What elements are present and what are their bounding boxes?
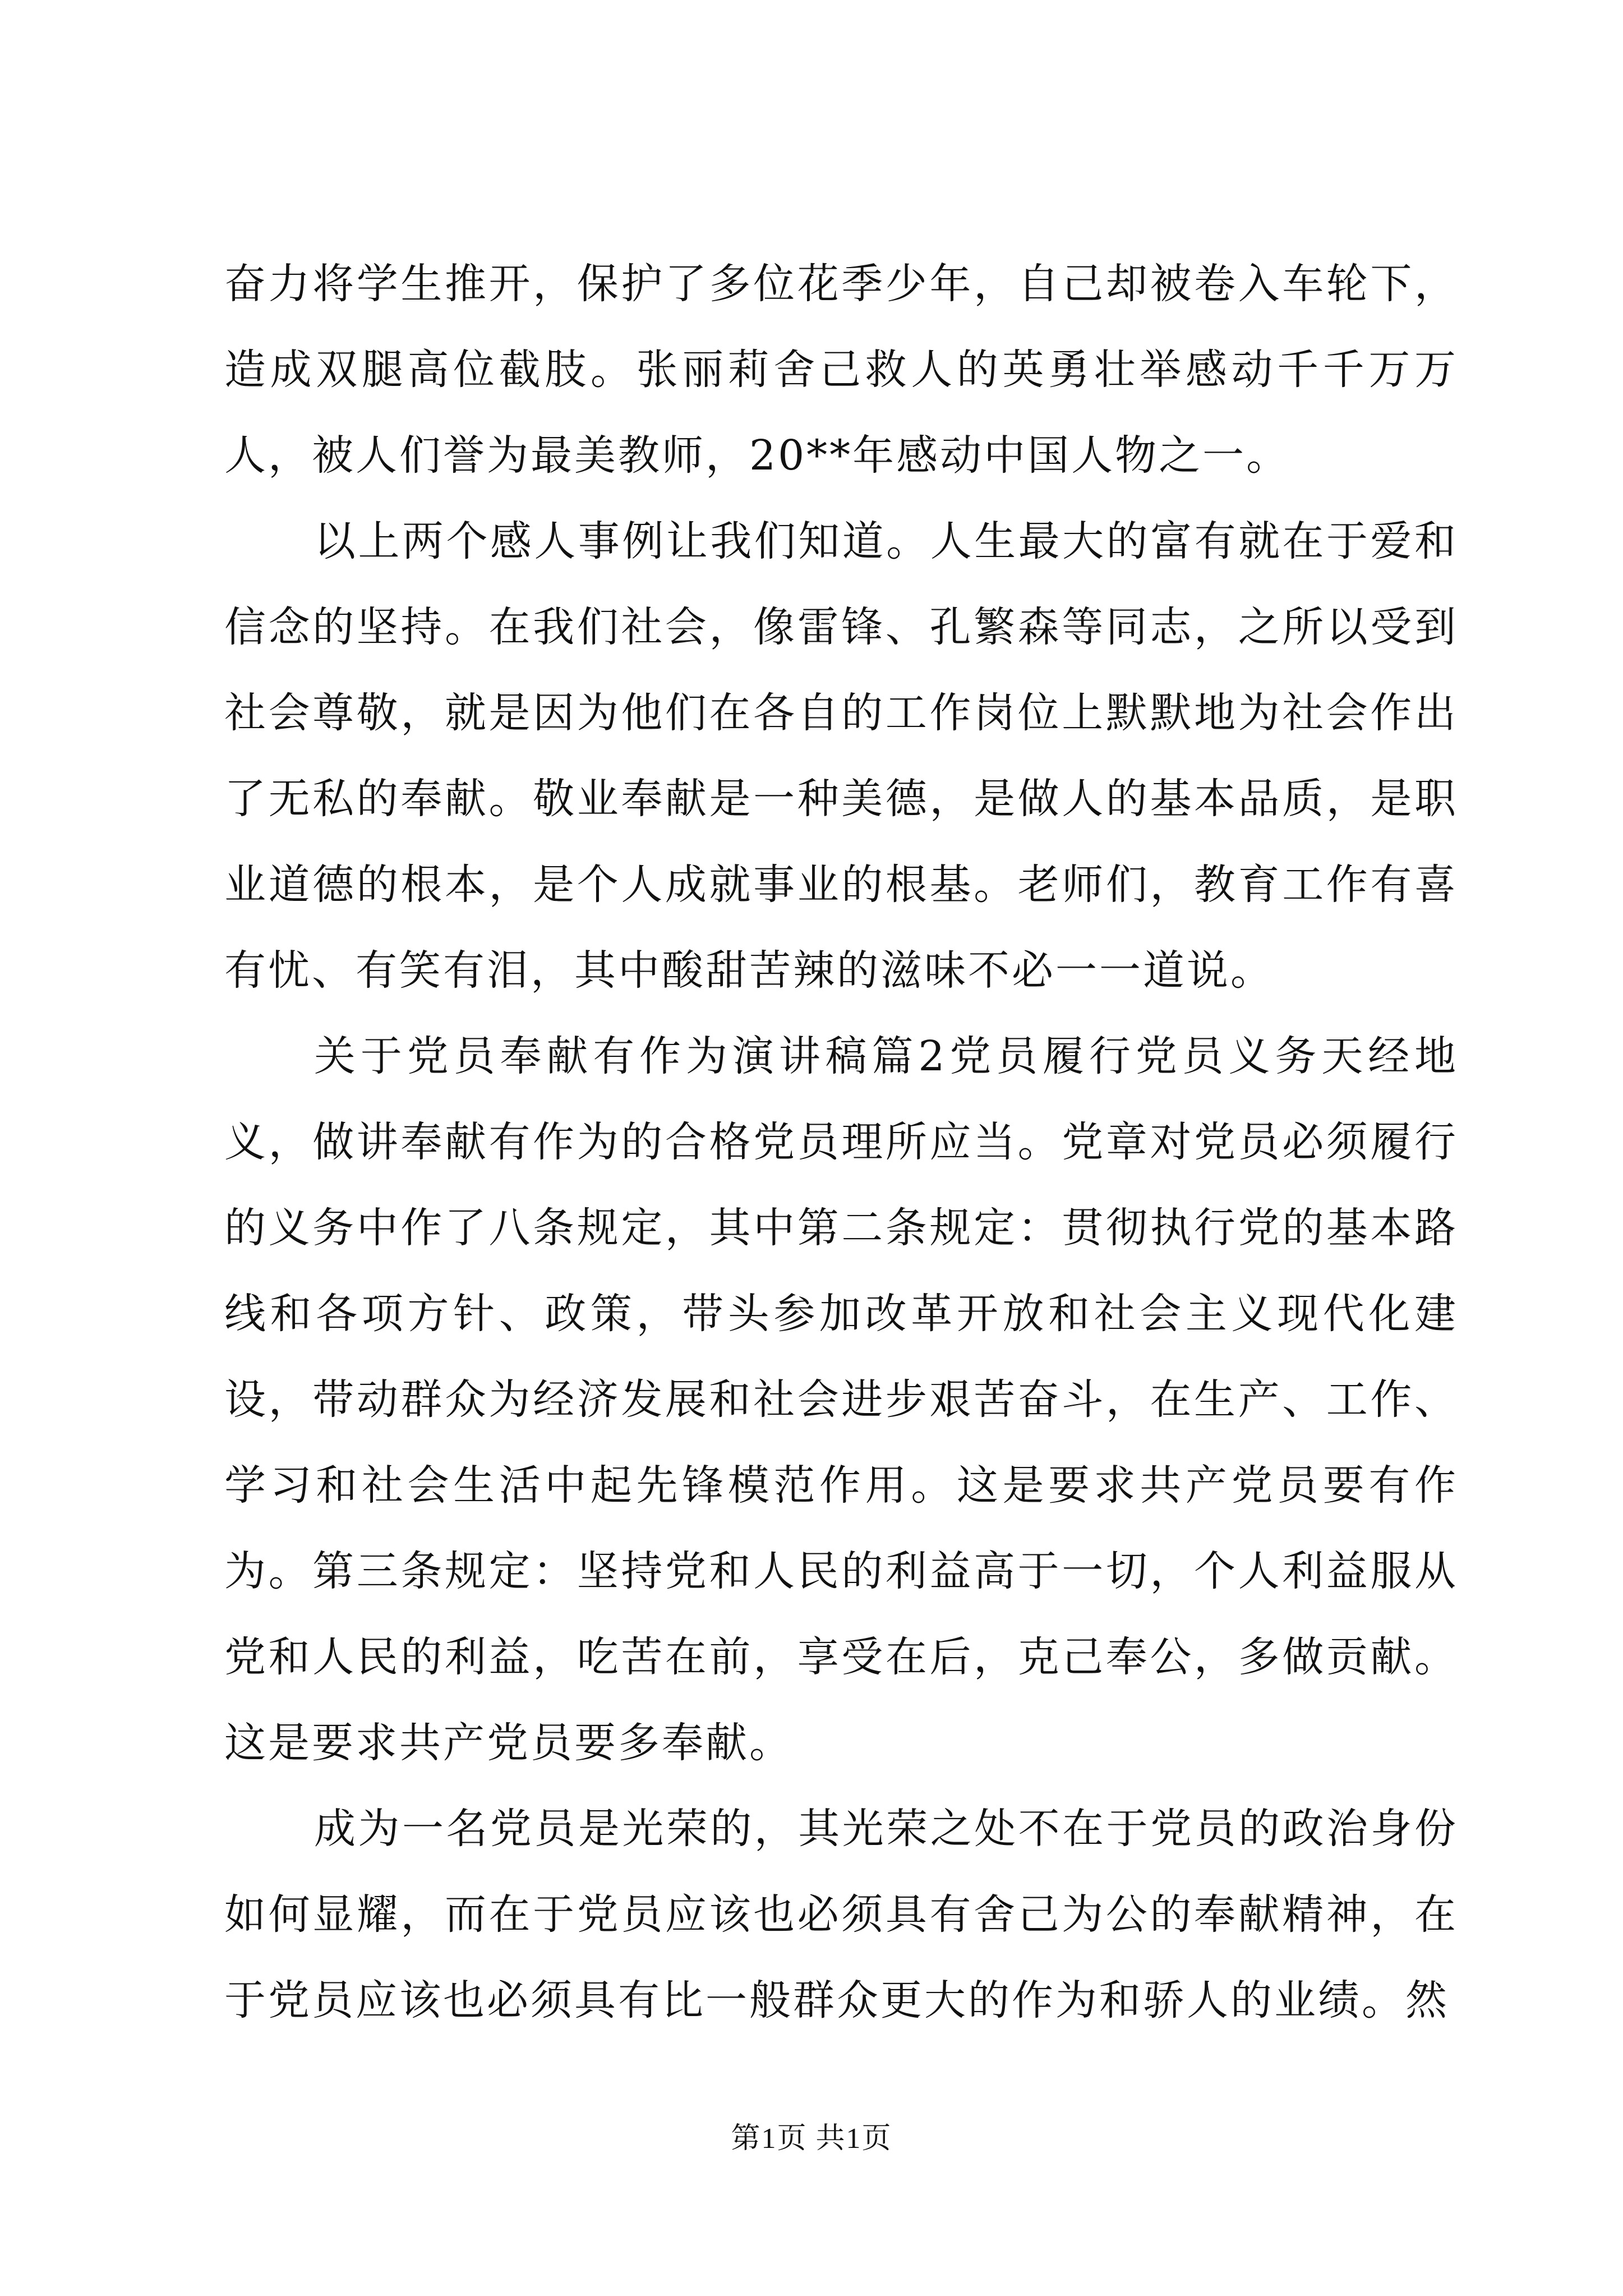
paragraph-continuation: 奋力将学生推开，保护了多位花季少年，自己却被卷入车轮下，造成双腿高位截肢。张丽莉舍己救人的英勇壮举感动千千万万人，被人们誉为最美教师，20**年感动中国人物之一。 xyxy=(224,260,1458,480)
document-body xyxy=(224,241,1458,2044)
page-footer: 第1页 共1页 xyxy=(731,2123,892,2155)
paragraph-party-duties: 关于党员奉献有作为演讲稿篇2党员履行党员义务天经地义，做讲奉献有作为的合格党员理所应当。党章对党员必须履行的义务中作了八条规定，其中第二条规定：贯彻执行党的基本路线和各项方针、政策，带头参加改革开放和社会主义现代化建设，带动群众为经济发展和社会进步艰苦奋斗，在生产、工作、学习和社会生活中起先锋模范作用。这是要求共产党员要有作为。第三条规定：坚持党和人民的利益高于一切，个人利益服从党和人民的利益，吃苦在前，享受在后，克己奉公，多做贡献。这是要求共产党员要多奉献。 xyxy=(224,1032,1458,1767)
paragraph-examples-summary: 以上两个感人事例让我们知道。人生最大的富有就在于爱和信念的坚持。在我们社会，像雷锋、孔繁森等同志，之所以受到社会尊敬，就是因为他们在各自的工作岗位上默默地为社会作出了无私的奉献。敬业奉献是一种美德，是做人的基本品质，是职业道德的根本，是个人成就事业的根基。老师们，教育工作有喜有忧、有笑有泪，其中酸甜苦辣的滋味不必一一道说。 xyxy=(224,517,1458,995)
paragraph-party-honor: 成为一名党员是光荣的，其光荣之处不在于党员的政治身份如何显耀，而在于党员应该也必须具有舍己为公的奉献精神，在于党员应该也必须具有比一般群众更大的作为和骄人的业绩。然 xyxy=(224,1805,1458,2024)
